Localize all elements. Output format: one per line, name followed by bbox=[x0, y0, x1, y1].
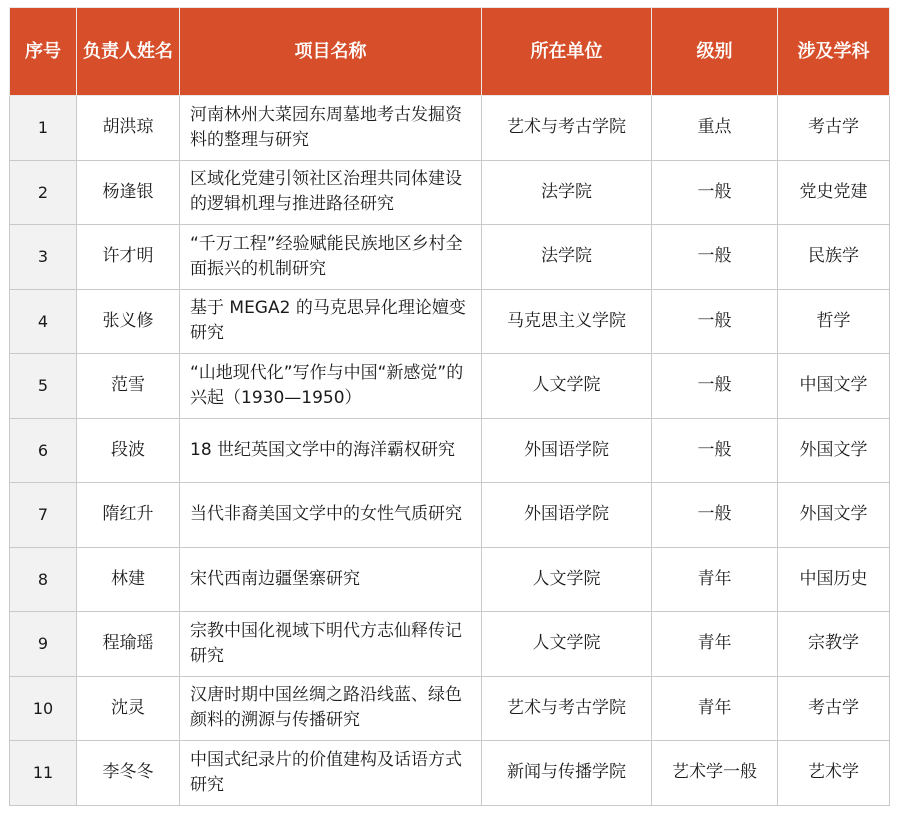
table-row bbox=[10, 741, 890, 806]
cell-discipline: 党史党建 bbox=[778, 160, 890, 225]
cell-unit: 艺术与考古学院 bbox=[482, 676, 652, 741]
cell-title: 当代非裔美国文学中的女性气质研究 bbox=[180, 483, 482, 548]
table-row bbox=[10, 160, 890, 225]
cell-name: 隋红升 bbox=[77, 483, 180, 548]
cell-name: 范雪 bbox=[77, 354, 180, 419]
cell-no: 6 bbox=[10, 418, 77, 483]
cell-unit: 人文学院 bbox=[482, 612, 652, 677]
cell-discipline: 考古学 bbox=[778, 96, 890, 161]
cell-title: “山地现代化”写作与中国“新感觉”的兴起（1930—1950） bbox=[180, 354, 482, 419]
cell-level: 一般 bbox=[652, 289, 778, 354]
table-row bbox=[10, 225, 890, 290]
cell-no: 4 bbox=[10, 289, 77, 354]
cell-no: 11 bbox=[10, 741, 77, 806]
cell-title: 基于 MEGA2 的马克思异化理论嬗变研究 bbox=[180, 289, 482, 354]
cell-title: “千万工程”经验赋能民族地区乡村全面振兴的机制研究 bbox=[180, 225, 482, 290]
cell-name: 张义修 bbox=[77, 289, 180, 354]
cell-discipline: 外国文学 bbox=[778, 483, 890, 548]
cell-no: 8 bbox=[10, 547, 77, 612]
cell-title: 汉唐时期中国丝绸之路沿线蓝、绿色颜料的溯源与传播研究 bbox=[180, 676, 482, 741]
cell-unit: 人文学院 bbox=[482, 547, 652, 612]
cell-name: 李冬冬 bbox=[77, 741, 180, 806]
table-row bbox=[10, 612, 890, 677]
cell-discipline: 考古学 bbox=[778, 676, 890, 741]
header-discipline: 涉及学科 bbox=[778, 8, 890, 96]
cell-level: 青年 bbox=[652, 676, 778, 741]
cell-unit: 马克思主义学院 bbox=[482, 289, 652, 354]
cell-level: 青年 bbox=[652, 612, 778, 677]
cell-level: 重点 bbox=[652, 96, 778, 161]
cell-unit: 法学院 bbox=[482, 225, 652, 290]
project-table bbox=[9, 7, 890, 806]
cell-no: 1 bbox=[10, 96, 77, 161]
cell-title: 18 世纪英国文学中的海洋霸权研究 bbox=[180, 418, 482, 483]
cell-name: 杨逢银 bbox=[77, 160, 180, 225]
table-header bbox=[10, 8, 890, 96]
cell-unit: 新闻与传播学院 bbox=[482, 741, 652, 806]
cell-unit: 人文学院 bbox=[482, 354, 652, 419]
cell-level: 一般 bbox=[652, 354, 778, 419]
cell-no: 7 bbox=[10, 483, 77, 548]
cell-title: 区域化党建引领社区治理共同体建设的逻辑机理与推进路径研究 bbox=[180, 160, 482, 225]
cell-title: 宋代西南边疆堡寨研究 bbox=[180, 547, 482, 612]
cell-unit: 法学院 bbox=[482, 160, 652, 225]
cell-unit: 外国语学院 bbox=[482, 418, 652, 483]
cell-discipline: 宗教学 bbox=[778, 612, 890, 677]
cell-title: 宗教中国化视域下明代方志仙释传记研究 bbox=[180, 612, 482, 677]
cell-discipline: 民族学 bbox=[778, 225, 890, 290]
header-level: 级别 bbox=[652, 8, 778, 96]
table-row bbox=[10, 547, 890, 612]
header-name: 负责人姓名 bbox=[77, 8, 180, 96]
table-row bbox=[10, 418, 890, 483]
table-row bbox=[10, 483, 890, 548]
table-row bbox=[10, 96, 890, 161]
header-row bbox=[10, 8, 890, 96]
cell-name: 许才明 bbox=[77, 225, 180, 290]
cell-no: 10 bbox=[10, 676, 77, 741]
cell-unit: 外国语学院 bbox=[482, 483, 652, 548]
cell-level: 一般 bbox=[652, 418, 778, 483]
cell-level: 艺术学一般 bbox=[652, 741, 778, 806]
cell-level: 一般 bbox=[652, 160, 778, 225]
cell-level: 一般 bbox=[652, 483, 778, 548]
cell-name: 沈灵 bbox=[77, 676, 180, 741]
cell-discipline: 中国文学 bbox=[778, 354, 890, 419]
header-unit: 所在单位 bbox=[482, 8, 652, 96]
cell-level: 青年 bbox=[652, 547, 778, 612]
cell-no: 5 bbox=[10, 354, 77, 419]
cell-no: 9 bbox=[10, 612, 77, 677]
cell-discipline: 外国文学 bbox=[778, 418, 890, 483]
cell-discipline: 艺术学 bbox=[778, 741, 890, 806]
cell-name: 段波 bbox=[77, 418, 180, 483]
cell-name: 胡洪琼 bbox=[77, 96, 180, 161]
project-table-container bbox=[9, 7, 890, 806]
cell-title: 河南林州大菜园东周墓地考古发掘资料的整理与研究 bbox=[180, 96, 482, 161]
cell-discipline: 哲学 bbox=[778, 289, 890, 354]
cell-name: 程瑜瑶 bbox=[77, 612, 180, 677]
header-title: 项目名称 bbox=[180, 8, 482, 96]
table-body bbox=[10, 96, 890, 806]
cell-no: 3 bbox=[10, 225, 77, 290]
header-no: 序号 bbox=[10, 8, 77, 96]
cell-unit: 艺术与考古学院 bbox=[482, 96, 652, 161]
cell-discipline: 中国历史 bbox=[778, 547, 890, 612]
table-row bbox=[10, 289, 890, 354]
table-row bbox=[10, 354, 890, 419]
cell-level: 一般 bbox=[652, 225, 778, 290]
table-row bbox=[10, 676, 890, 741]
cell-name: 林建 bbox=[77, 547, 180, 612]
cell-title: 中国式纪录片的价值建构及话语方式研究 bbox=[180, 741, 482, 806]
cell-no: 2 bbox=[10, 160, 77, 225]
